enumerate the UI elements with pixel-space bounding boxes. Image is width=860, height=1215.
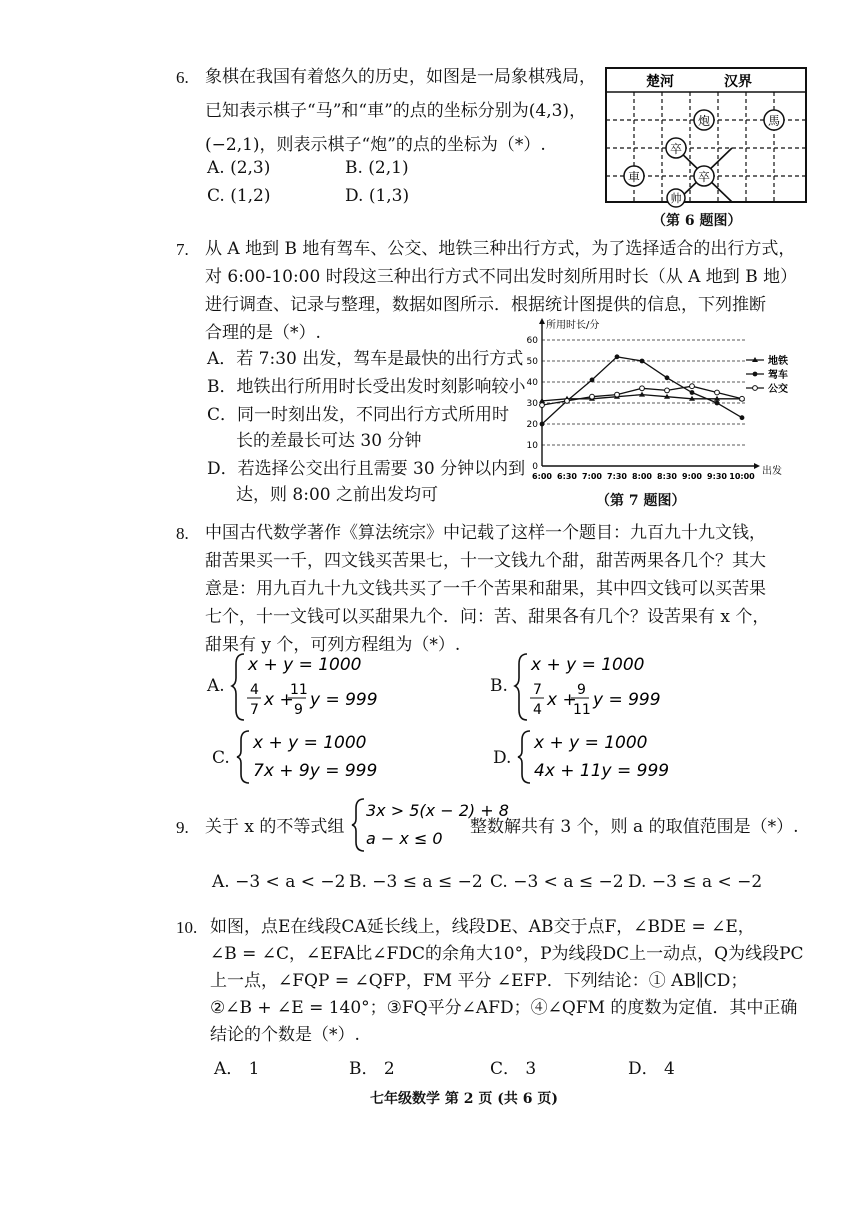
data-point: [665, 375, 670, 380]
data-point: [640, 386, 645, 391]
q8-line-4: 七个，十一文钱可以买甜果九个．问：苦、甜果各有几个？设苦果有 x 个，: [205, 607, 770, 627]
svg-text:a − x ≤ 0: a − x ≤ 0: [366, 829, 443, 848]
page-footer: 七年级数学 第 2 页 (共 6 页): [370, 1091, 558, 1107]
river-right-label: 汉界: [724, 74, 752, 90]
data-point: [565, 399, 570, 404]
piece-ma: [764, 110, 784, 130]
x-tick-label: 7:30: [607, 472, 627, 481]
svg-text:3x > 5(x − 2) + 8: 3x > 5(x − 2) + 8: [366, 801, 509, 820]
svg-text:帅: 帅: [670, 192, 682, 205]
y-tick-label: 10: [526, 441, 538, 451]
q8-line-2: 甜苦果买一千，四文钱买苦果七，十一文钱九个甜，甜苦两果各几个？其大: [205, 551, 766, 571]
q10-line-5: 结论的个数是（*）.: [210, 1025, 360, 1045]
piece-zu-2: [694, 166, 714, 186]
q10-option-d: D． 4: [628, 1059, 675, 1079]
x-tick-label: 7:00: [582, 472, 602, 481]
q7-caption: （第 7 题图）: [596, 493, 686, 509]
q9-option-d: D. −3 ≤ a < −2: [628, 872, 763, 892]
q7-option-d-cont: 达，则 8:00 之前出发均可: [236, 485, 438, 505]
q7-line-2: 对 6:00-10:00 时段这三种出行方式不同出发时刻所用时长（从 A 地到 B 地）: [205, 267, 798, 287]
q8-number: 8.: [176, 524, 189, 543]
piece-che: [624, 166, 644, 186]
x-axis-arrow: [754, 463, 760, 469]
q6-option-a: A. (2,3): [207, 158, 271, 178]
svg-text:9: 9: [294, 702, 303, 718]
y-tick-label: 50: [526, 357, 538, 367]
data-point: [590, 378, 595, 383]
data-point: [639, 392, 645, 397]
svg-text:x +: x +: [264, 690, 294, 710]
svg-text:4: 4: [533, 702, 542, 718]
legend-label: 公交: [768, 384, 788, 395]
q6-option-c: C. (1,2): [207, 186, 271, 206]
q6-number: 6.: [176, 68, 189, 87]
svg-text:卒: 卒: [669, 142, 683, 156]
data-point: [740, 415, 745, 420]
q8-option-b-label: B.: [490, 676, 508, 696]
svg-text:x + y = 1000: x + y = 1000: [531, 655, 645, 675]
q9-pre-text: 关于 x 的不等式组: [205, 817, 345, 837]
svg-text:車: 車: [627, 170, 641, 184]
svg-text:7: 7: [533, 682, 542, 698]
svg-text:9: 9: [577, 682, 586, 698]
svg-text:4: 4: [250, 682, 259, 698]
svg-text:11: 11: [573, 702, 591, 718]
travel-time-chart: [520, 318, 815, 490]
q10-line-1: 如图，点E在线段CA延长线上，线段DE、AB交于点F，∠BDE = ∠E，: [210, 917, 755, 937]
q9-post-text: 整数解共有 3 个，则 a 的取值范围是（*）.: [470, 817, 799, 837]
q6-line-1: 象棋在我国有着悠久的历史，如图是一局象棋残局，: [205, 67, 596, 87]
q10-line-2: ∠B = ∠C，∠EFA比∠FDC的余角大10°，P为线段DC上一动点，Q为线段PC: [210, 944, 804, 964]
q9-number: 9.: [176, 818, 189, 837]
svg-text:7: 7: [250, 702, 259, 718]
q7-line-1: 从 A 地到 B 地有驾车、公交、地铁三种出行方式，为了选择适合的出行方式，: [205, 239, 796, 259]
q7-option-c: C．同一时刻出发，不同出行方式所用时: [207, 405, 510, 425]
piece-pao: [694, 110, 714, 130]
piece-shuai: [667, 189, 685, 207]
svg-text:11: 11: [290, 682, 308, 698]
x-tick-label: 9:00: [682, 472, 702, 481]
data-point: [540, 422, 545, 427]
x-tick-label: 8:30: [657, 472, 677, 481]
y-tick-label: 40: [526, 378, 538, 388]
x-tick-label: 10:00: [729, 472, 755, 481]
chess-board-figure: [604, 66, 810, 206]
svg-text:x + y = 1000: x + y = 1000: [253, 733, 367, 753]
svg-text:x + y = 1000: x + y = 1000: [248, 655, 362, 675]
q9-option-b: B. −3 ≤ a ≤ −2: [349, 872, 483, 892]
q6-option-b: B. (2,1): [345, 158, 409, 178]
q7-option-a: A．若 7:30 出发，驾车是最快的出行方式: [207, 349, 524, 369]
data-point: [690, 390, 695, 395]
y-axis-label: 所用时长/分: [546, 320, 600, 331]
q7-line-3: 进行调查、记录与整理，数据如图所示．根据统计图提供的信息，下列推断: [205, 295, 766, 315]
q10-line-3: 上一点，∠FQP = ∠QFP，FM 平分 ∠EFP．下列结论：① AB∥CD；: [210, 971, 748, 991]
q7-option-b: B．地铁出行所用时长受出发时刻影响较小: [207, 377, 526, 397]
svg-text:x + y = 1000: x + y = 1000: [534, 733, 648, 753]
q8-option-c-system: [237, 728, 397, 786]
y-axis-arrow: [539, 318, 545, 324]
data-point: [740, 396, 745, 401]
q10-line-4: ②∠B + ∠E = 140°；③FQ平分∠AFD；④∠QFM 的度数为定值．其中正确: [210, 998, 798, 1018]
svg-text:y = 999: y = 999: [310, 690, 378, 710]
q8-line-5: 甜果有 y 个，可列方程组为（*）.: [205, 635, 461, 655]
x-tick-label: 8:00: [632, 472, 652, 481]
data-point: [665, 388, 670, 393]
q9-option-c: C. −3 < a ≤ −2: [490, 872, 624, 892]
data-point: [715, 390, 720, 395]
q10-option-c: C． 3: [490, 1059, 537, 1079]
q6-caption: （第 6 题图）: [652, 213, 742, 229]
q7-option-d: D．若选择公交出行且需要 30 分钟以内到: [207, 459, 526, 479]
q10-number: 10.: [176, 918, 198, 937]
y-tick-label: 20: [526, 420, 538, 430]
q10-option-a: A． 1: [214, 1059, 260, 1079]
piece-zu-1: [666, 138, 686, 158]
q7-option-c-cont: 长的差最长可达 30 分钟: [236, 431, 422, 451]
q8-option-a-label: A.: [207, 676, 225, 696]
x-tick-label: 9:30: [707, 472, 727, 481]
data-point: [615, 354, 620, 359]
data-point: [615, 392, 620, 397]
svg-text:4x + 11y = 999: 4x + 11y = 999: [534, 761, 670, 781]
q6-line-3: (−2,1)，则表示棋子“炮”的点的坐标为（*）.: [205, 135, 546, 155]
q9-option-a: A. −3 < a < −2: [212, 872, 346, 892]
q6-line-2: 已知表示棋子“马”和“車”的点的坐标分别为(4,3)，: [205, 101, 587, 121]
q8-option-d-system: [518, 728, 678, 786]
svg-text:炮: 炮: [697, 114, 711, 128]
data-point: [540, 403, 545, 408]
data-point: [690, 384, 695, 389]
data-point: [590, 394, 595, 399]
y-tick-label: 30: [526, 399, 538, 409]
data-point: [640, 359, 645, 364]
q8-line-1: 中国古代数学著作《算法统宗》中记载了这样一个题目：九百九十九文钱，: [205, 523, 766, 543]
q10-option-b: B． 2: [349, 1059, 395, 1079]
legend-marker: [753, 386, 758, 391]
y-tick-label: 60: [526, 336, 538, 346]
legend-label: 地铁: [768, 356, 788, 367]
y-tick-label: 0: [532, 462, 538, 472]
q8-option-b-system: [515, 650, 685, 722]
data-point: [715, 401, 720, 406]
svg-text:x +: x +: [547, 690, 577, 710]
q8-option-a-system: [232, 650, 402, 722]
q6-option-d: D. (1,3): [345, 186, 410, 206]
q8-option-c-label: C.: [212, 748, 230, 768]
svg-text:卒: 卒: [697, 170, 711, 184]
svg-text:y = 999: y = 999: [593, 690, 661, 710]
legend-label: 驾车: [768, 370, 788, 381]
q8-option-d-label: D.: [493, 748, 512, 768]
q7-number: 7.: [176, 240, 189, 259]
q7-line-4: 合理的是（*）.: [205, 323, 321, 343]
svg-text:7x + 9y = 999: 7x + 9y = 999: [253, 761, 378, 781]
x-tick-label: 6:30: [557, 472, 577, 481]
q8-line-3: 意是：用九百九十九文钱共买了一千个苦果和甜果，其中四文钱可以买苦果: [205, 579, 766, 599]
q9-inequality-system: [352, 796, 509, 854]
x-axis-label: 出发: [762, 466, 782, 477]
river-left-label: 楚河: [646, 74, 674, 90]
svg-text:馬: 馬: [767, 114, 781, 128]
legend-marker: [753, 372, 758, 377]
x-tick-label: 6:00: [532, 472, 552, 481]
